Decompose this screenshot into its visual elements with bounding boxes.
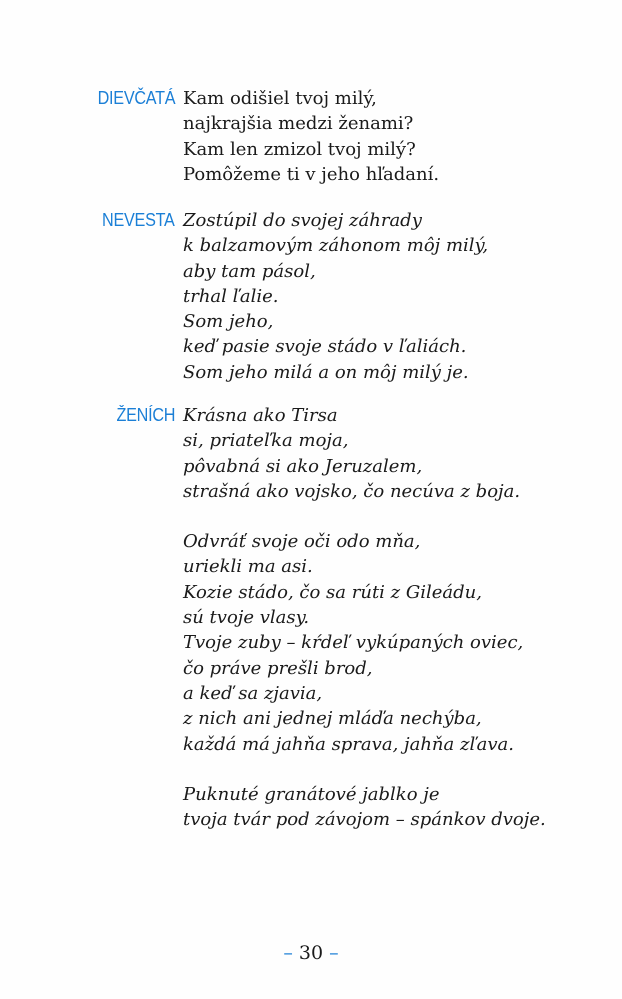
- verse-line: si, priateľka moja,: [183, 430, 349, 452]
- verse-line: strašná ako vojsko, čo necúva z boja.: [183, 480, 521, 502]
- stanza: [183, 782, 546, 833]
- verse-line: uriekli ma asi.: [183, 556, 313, 578]
- verse-line: tvoja tvár pod závojom – spánkov dvoje.: [183, 809, 546, 831]
- verse-line: Krásna ako Tirsa: [183, 405, 338, 426]
- speaker-label: DIEVČATÁ: [97, 88, 175, 108]
- verse-line: aby tam pásol,: [183, 260, 316, 282]
- verse-line: a keď sa zjavia,: [183, 682, 323, 704]
- stanza: [183, 403, 546, 504]
- stanza: [183, 208, 488, 385]
- page-number-value: 30: [298, 942, 324, 964]
- verse-line: Som jeho,: [183, 311, 274, 333]
- verse-line: sú tvoje vlasy.: [183, 607, 310, 629]
- verse-line: keď pasie svoje stádo v ľaliách.: [183, 336, 467, 358]
- verse-line: k balzamovým záhonom môj milý,: [183, 235, 489, 257]
- speaker-label: ŽENÍCH: [116, 405, 175, 425]
- verse-line: Kam odišiel tvoj milý,: [183, 88, 377, 109]
- page-number: [0, 942, 622, 964]
- stanza: [183, 529, 546, 757]
- verse-line: Zostúpil do svojej záhrady: [183, 210, 422, 231]
- verse-line: Kam len zmizol tvoj milý?: [183, 138, 416, 160]
- verse-line: Odvráť svoje oči odo mňa,: [183, 531, 421, 553]
- stanza: [183, 86, 439, 187]
- verse-line: Puknuté granátové jablko je: [183, 783, 440, 805]
- page-number-dash-left: –: [283, 942, 293, 964]
- verse-line: z nich ani jednej mláďa nechýba,: [183, 708, 482, 730]
- verse-line: čo práve prešli brod,: [183, 657, 373, 679]
- verse-line: trhal ľalie.: [183, 285, 279, 307]
- verse-line: Som jeho milá a on môj milý je.: [183, 361, 469, 383]
- verse-line: pôvabná si ako Jeruzalem,: [183, 455, 423, 477]
- verse-line: najkrajšia medzi ženami?: [183, 113, 414, 135]
- verse-line: Kozie stádo, čo sa rúti z Gileádu,: [183, 581, 482, 603]
- verse-line: Tvoje zuby – kŕdeľ vykúpaných oviec,: [183, 632, 524, 654]
- page-number-dash-right: –: [329, 942, 339, 964]
- speaker-label: NEVESTA: [102, 210, 175, 230]
- verse-line: Pomôžeme ti v jeho hľadaní.: [183, 163, 440, 185]
- verse-line: každá má jahňa sprava, jahňa zľava.: [183, 733, 515, 755]
